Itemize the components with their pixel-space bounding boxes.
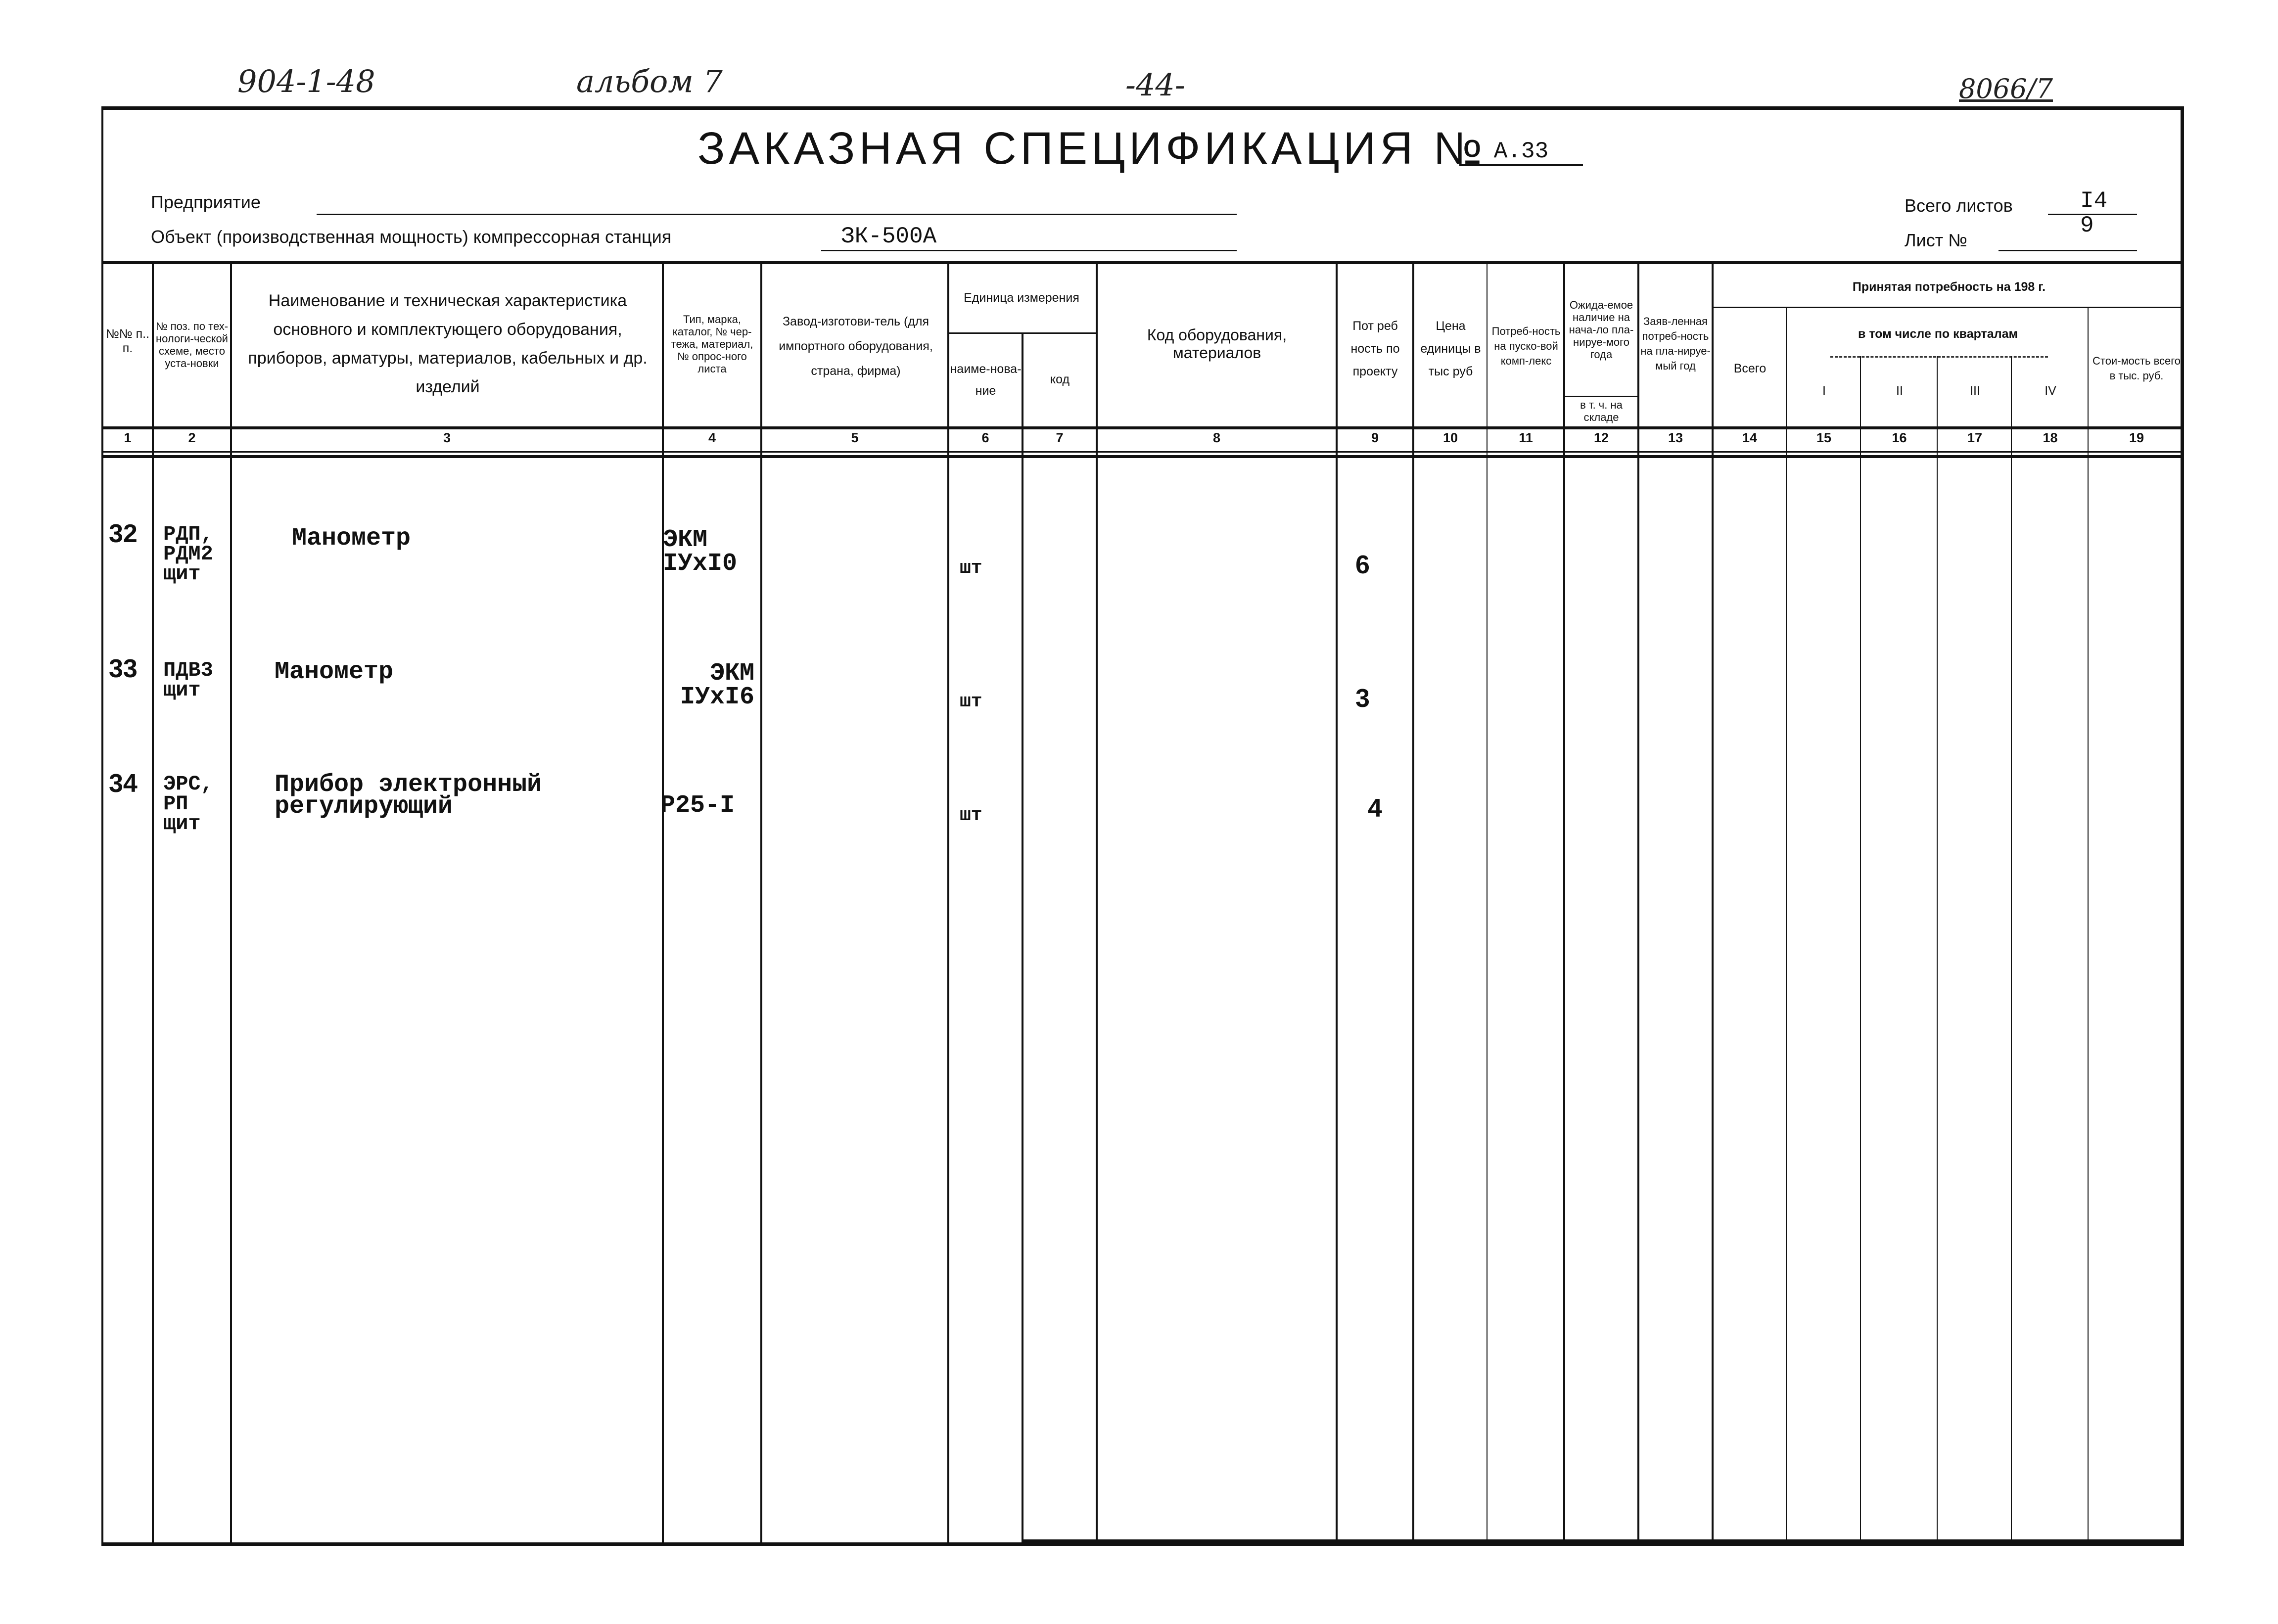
col-header-accepted: Принятая потребность на 198 г. xyxy=(1852,279,2046,294)
doc-code: 904-1-48 xyxy=(237,63,375,99)
col-header-12: Ожида-емое наличие на нача-ло пла-нируе-мого года xyxy=(1569,298,1634,361)
total-sheets-label: Всего листов xyxy=(1905,195,2013,216)
page-number: -44- xyxy=(1125,67,1185,103)
col-sep-3 xyxy=(662,261,664,1546)
col-number: 10 xyxy=(1442,430,1458,445)
enterprise-line xyxy=(317,214,1237,215)
col-sep-2 xyxy=(230,261,232,1546)
col-number: 13 xyxy=(1668,430,1683,445)
position-code: ПДВ3 щит xyxy=(163,658,213,702)
sheet-value: 9 xyxy=(2080,213,2094,238)
object-value: ЗК-500А xyxy=(841,224,937,249)
col-header-9: Пот реб ность по проекту xyxy=(1350,319,1400,378)
col-sep-18 xyxy=(2088,307,2089,1546)
row-number: 32 xyxy=(109,519,138,548)
header-top-line xyxy=(101,261,2184,264)
item-name: Манометр xyxy=(292,524,411,553)
col-sep-9 xyxy=(1412,261,1414,1546)
item-type: Р25-I xyxy=(660,791,735,820)
col-header-11: Потреб-ность на пуско-вой комп-лекс xyxy=(1491,325,1561,367)
col-sep-14 xyxy=(1786,307,1787,1546)
col-header-18: IV xyxy=(2045,383,2056,398)
col-header-12b: в т. ч. на складе xyxy=(1580,399,1623,423)
col-header-13: Заяв-ленная потреб-ность на пла-нируе-мый год xyxy=(1640,315,1711,372)
col-sep-1 xyxy=(152,261,154,1546)
colnum-bottom-line xyxy=(101,451,2184,453)
col-sep-5 xyxy=(947,261,949,1546)
col-number: 5 xyxy=(851,430,859,445)
col-sep-8 xyxy=(1336,261,1338,1546)
header-bottom-line xyxy=(101,426,2184,429)
col-header-2: № поз. по тех-нологи-ческой схеме, место уста-новки xyxy=(155,320,229,370)
position-code: РДП, РДМ2 щит xyxy=(163,522,213,586)
col-sep-4 xyxy=(760,261,762,1546)
col-number: 18 xyxy=(2043,430,2058,445)
total-sheets-value: I4 xyxy=(2080,188,2108,214)
col-header-quarters: в том числе по кварталам xyxy=(1858,326,2018,341)
col-sep-17 xyxy=(2011,356,2012,1546)
col-number: 12 xyxy=(1593,430,1609,445)
col-sep-6 xyxy=(1022,332,1023,1546)
position-code: ЭРС, РП щит xyxy=(163,772,213,835)
col-number: 11 xyxy=(1519,430,1533,445)
item-name: Прибор электронный регулирующий xyxy=(275,771,542,821)
col-header-14: Всего xyxy=(1733,361,1767,375)
enterprise-label: Предприятие xyxy=(151,192,261,212)
row-number: 33 xyxy=(109,654,138,683)
quantity: 3 xyxy=(1355,684,1370,713)
row-number: 34 xyxy=(109,769,138,798)
col-sep-7 xyxy=(1096,261,1098,1546)
unit-name: шт xyxy=(960,557,982,579)
item-type: ЭКМ IУхI6 xyxy=(680,659,755,711)
spec-number: А.33 xyxy=(1459,139,1583,166)
stamp-number: 8066/7 xyxy=(1959,73,2053,104)
col-number: 4 xyxy=(708,430,716,445)
col-sep-16 xyxy=(1937,356,1938,1546)
object-line xyxy=(821,250,1237,251)
col-sep-10 xyxy=(1487,261,1488,1546)
col-header-8: Код оборудования, материалов xyxy=(1147,326,1287,362)
col-number: 15 xyxy=(1816,430,1832,445)
accepted-subline xyxy=(1712,307,2184,308)
col-header-4: Тип, марка, каталог, № чер-тежа, материал, № опрос-ного листа xyxy=(671,313,753,375)
col-number: 14 xyxy=(1742,430,1758,445)
unit-name: шт xyxy=(960,691,982,712)
object-label: Объект (производственная мощность) компрессорная станция xyxy=(151,227,672,247)
item-name: Манометр xyxy=(275,658,394,686)
col-number: 16 xyxy=(1892,430,1907,445)
col-sep-13 xyxy=(1712,261,1714,1546)
quarter-dash xyxy=(1830,356,2048,358)
sheet-label: Лист № xyxy=(1905,230,1967,250)
sheet-line xyxy=(1999,250,2137,251)
col-header-5: Завод-изготови-тель (для импортного оборудования, страна, фирма) xyxy=(779,315,933,378)
col-header-19: Стои-мость всего в тыс. руб. xyxy=(2092,355,2181,382)
page-title: ЗАКАЗНАЯ СПЕЦИФИКАЦИЯ № xyxy=(697,123,1487,174)
col-number: 19 xyxy=(2129,430,2144,445)
quantity: 4 xyxy=(1368,794,1382,823)
col-number: 9 xyxy=(1371,430,1379,445)
col-header-unit: Единица измерения xyxy=(964,291,1079,305)
col-number: 1 xyxy=(124,430,132,445)
album-label: альбом 7 xyxy=(576,63,723,99)
col-number: 3 xyxy=(443,430,451,445)
col-header-15: I xyxy=(1822,383,1826,398)
item-type: ЭКМ IУхI0 xyxy=(663,526,738,578)
col-header-10: Цена единицы в тыс руб xyxy=(1420,319,1481,378)
col-header-3: Наименование и техническая характеристика основного и комплектующего оборудования, приборов, арматуры, материалов, кабельных и др. изделий xyxy=(248,291,648,396)
col-number: 6 xyxy=(981,430,989,445)
col-header-17: III xyxy=(1970,383,1980,398)
col-number: 8 xyxy=(1212,430,1221,445)
col-header-1: №№ п.. п. xyxy=(105,327,149,355)
col-header-6: наиме-нова-ние xyxy=(950,362,1022,398)
col-sep-15 xyxy=(1860,356,1861,1546)
col-header-16: II xyxy=(1896,383,1903,398)
col-number: 7 xyxy=(1056,430,1064,445)
quantity: 6 xyxy=(1355,551,1370,579)
col-sep-11 xyxy=(1563,261,1565,1546)
unit-name: шт xyxy=(960,805,982,826)
col-header-7: код xyxy=(1050,372,1070,386)
body-top-line xyxy=(101,455,2184,458)
col-number: 17 xyxy=(1967,430,1983,445)
table-bottom-line xyxy=(1022,1539,2184,1543)
col-sep-12 xyxy=(1637,261,1639,1546)
col-number: 2 xyxy=(188,430,196,445)
